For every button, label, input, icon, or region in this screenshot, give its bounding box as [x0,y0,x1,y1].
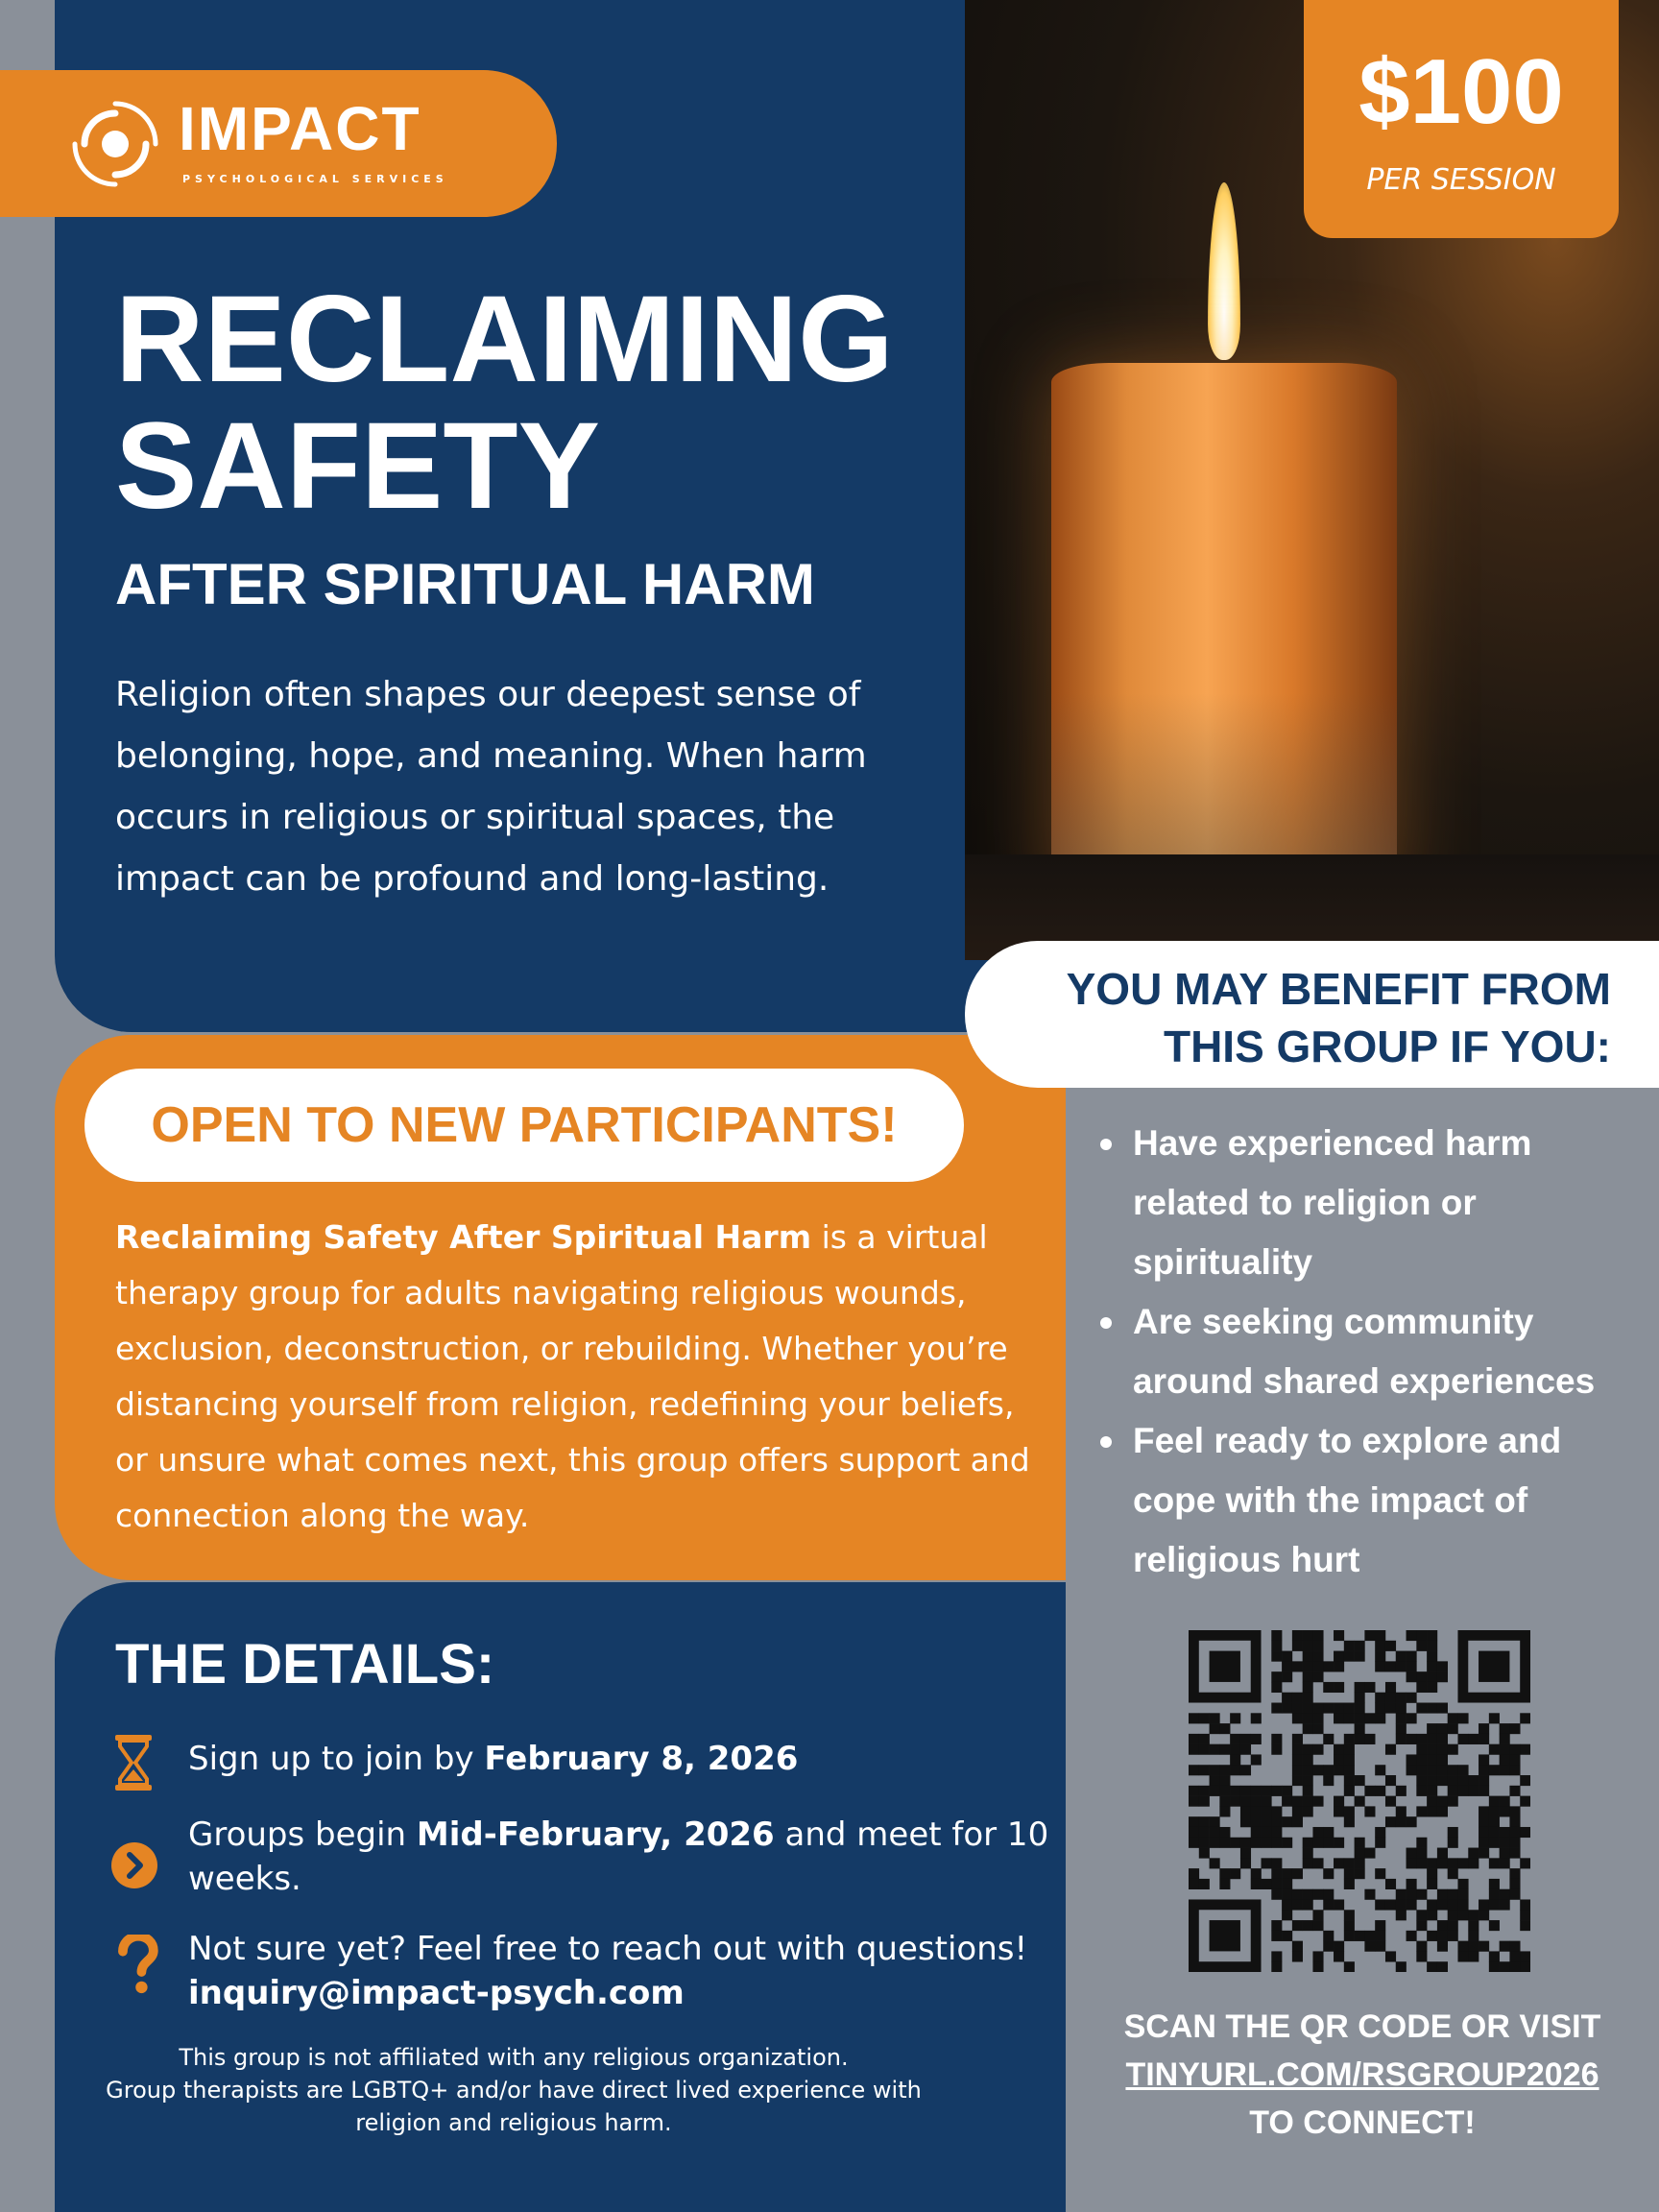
begin-suffix: and meet for 10 weeks. [188,1815,1049,1898]
disclaimer-line-1: This group is not affiliated with any religious organization. [179,2044,849,2071]
cta-line-1: SCAN THE QR CODE OR VISIT [1123,2008,1601,2045]
program-description-text: is a virtual therapy group for adults navigating religious wounds, exclusion, deconstruction, or rebuilding. Whether you’re distancing yourself from religion, redefining your beliefs, or unsure what comes next, this group offers support and connection along the way. [115,1218,1030,1534]
qr-code[interactable] [1189,1630,1530,1972]
intro-paragraph: Religion often shapes our deepest sense of belonging, hope, and meaning. When harm occurs in religious or spiritual spaces, the impact can be profound and long-lasting. [115,675,867,899]
impact-logo-icon [71,100,159,188]
title-line-1: RECLAIMING [115,271,894,408]
qr-finder-pattern [1189,1899,1262,1972]
cta-line-3: TO CONNECT! [1249,2104,1476,2141]
details-heading: THE DETAILS: [115,1633,495,1695]
signup-prefix: Sign up to join by [188,1740,485,1778]
disclaimer [96,2041,931,2139]
schedule-text [188,1813,1052,1901]
qr-finder-pattern [1457,1630,1530,1703]
open-banner-text: OPEN TO NEW PARTICIPANTS! [151,1097,898,1153]
benefit-item: Have experienced harm related to religion or spirituality [1094,1114,1651,1292]
flame [1208,182,1240,360]
signup-link[interactable]: TINYURL.COM/RSGROUP2026 [1125,2056,1599,2093]
logo-name: IMPACT [179,94,421,163]
signup-text [188,1737,1052,1781]
price-unit: PER SESSION [1366,163,1556,197]
hourglass-icon [111,1733,163,1792]
price-badge [1304,0,1619,238]
begin-date: Mid-February, 2026 [416,1815,775,1854]
qr-finder-pattern [1189,1630,1262,1703]
benefits-list [1094,1114,1651,1590]
disclaimer-line-2: Group therapists are LGBTQ+ and/or have direct lived experience with religion and religious harm. [106,2077,922,2136]
questions-text [188,1927,1052,2015]
page-title [115,271,979,535]
benefit-item: Are seeking community around shared experiences [1094,1292,1651,1411]
signup-date: February 8, 2026 [484,1740,799,1778]
benefit-item: Feel ready to explore and cope with the impact of religious hurt [1094,1411,1651,1590]
program-name: Reclaiming Safety After Spiritual Harm [115,1218,812,1256]
contact-email[interactable]: inquiry@impact-psych.com [188,1974,685,2012]
questions-prompt: Not sure yet? Feel free to reach out with questions! [188,1930,1028,1968]
question-mark-icon [111,1935,163,1994]
candle [1051,363,1397,904]
begin-prefix: Groups begin [188,1815,417,1854]
chevron-right-icon [111,1836,163,1895]
logo-tagline: PSYCHOLOGICAL SERVICES [182,173,448,185]
call-to-action [1066,2003,1659,2147]
program-description [115,1210,1037,1544]
title-line-2: SAFETY [115,397,600,535]
price-amount: $100 [1358,40,1564,143]
page-subtitle: AFTER SPIRITUAL HARM [115,552,815,616]
benefits-title: YOU MAY BENEFIT FROM THIS GROUP IF YOU: [1066,964,1611,1071]
